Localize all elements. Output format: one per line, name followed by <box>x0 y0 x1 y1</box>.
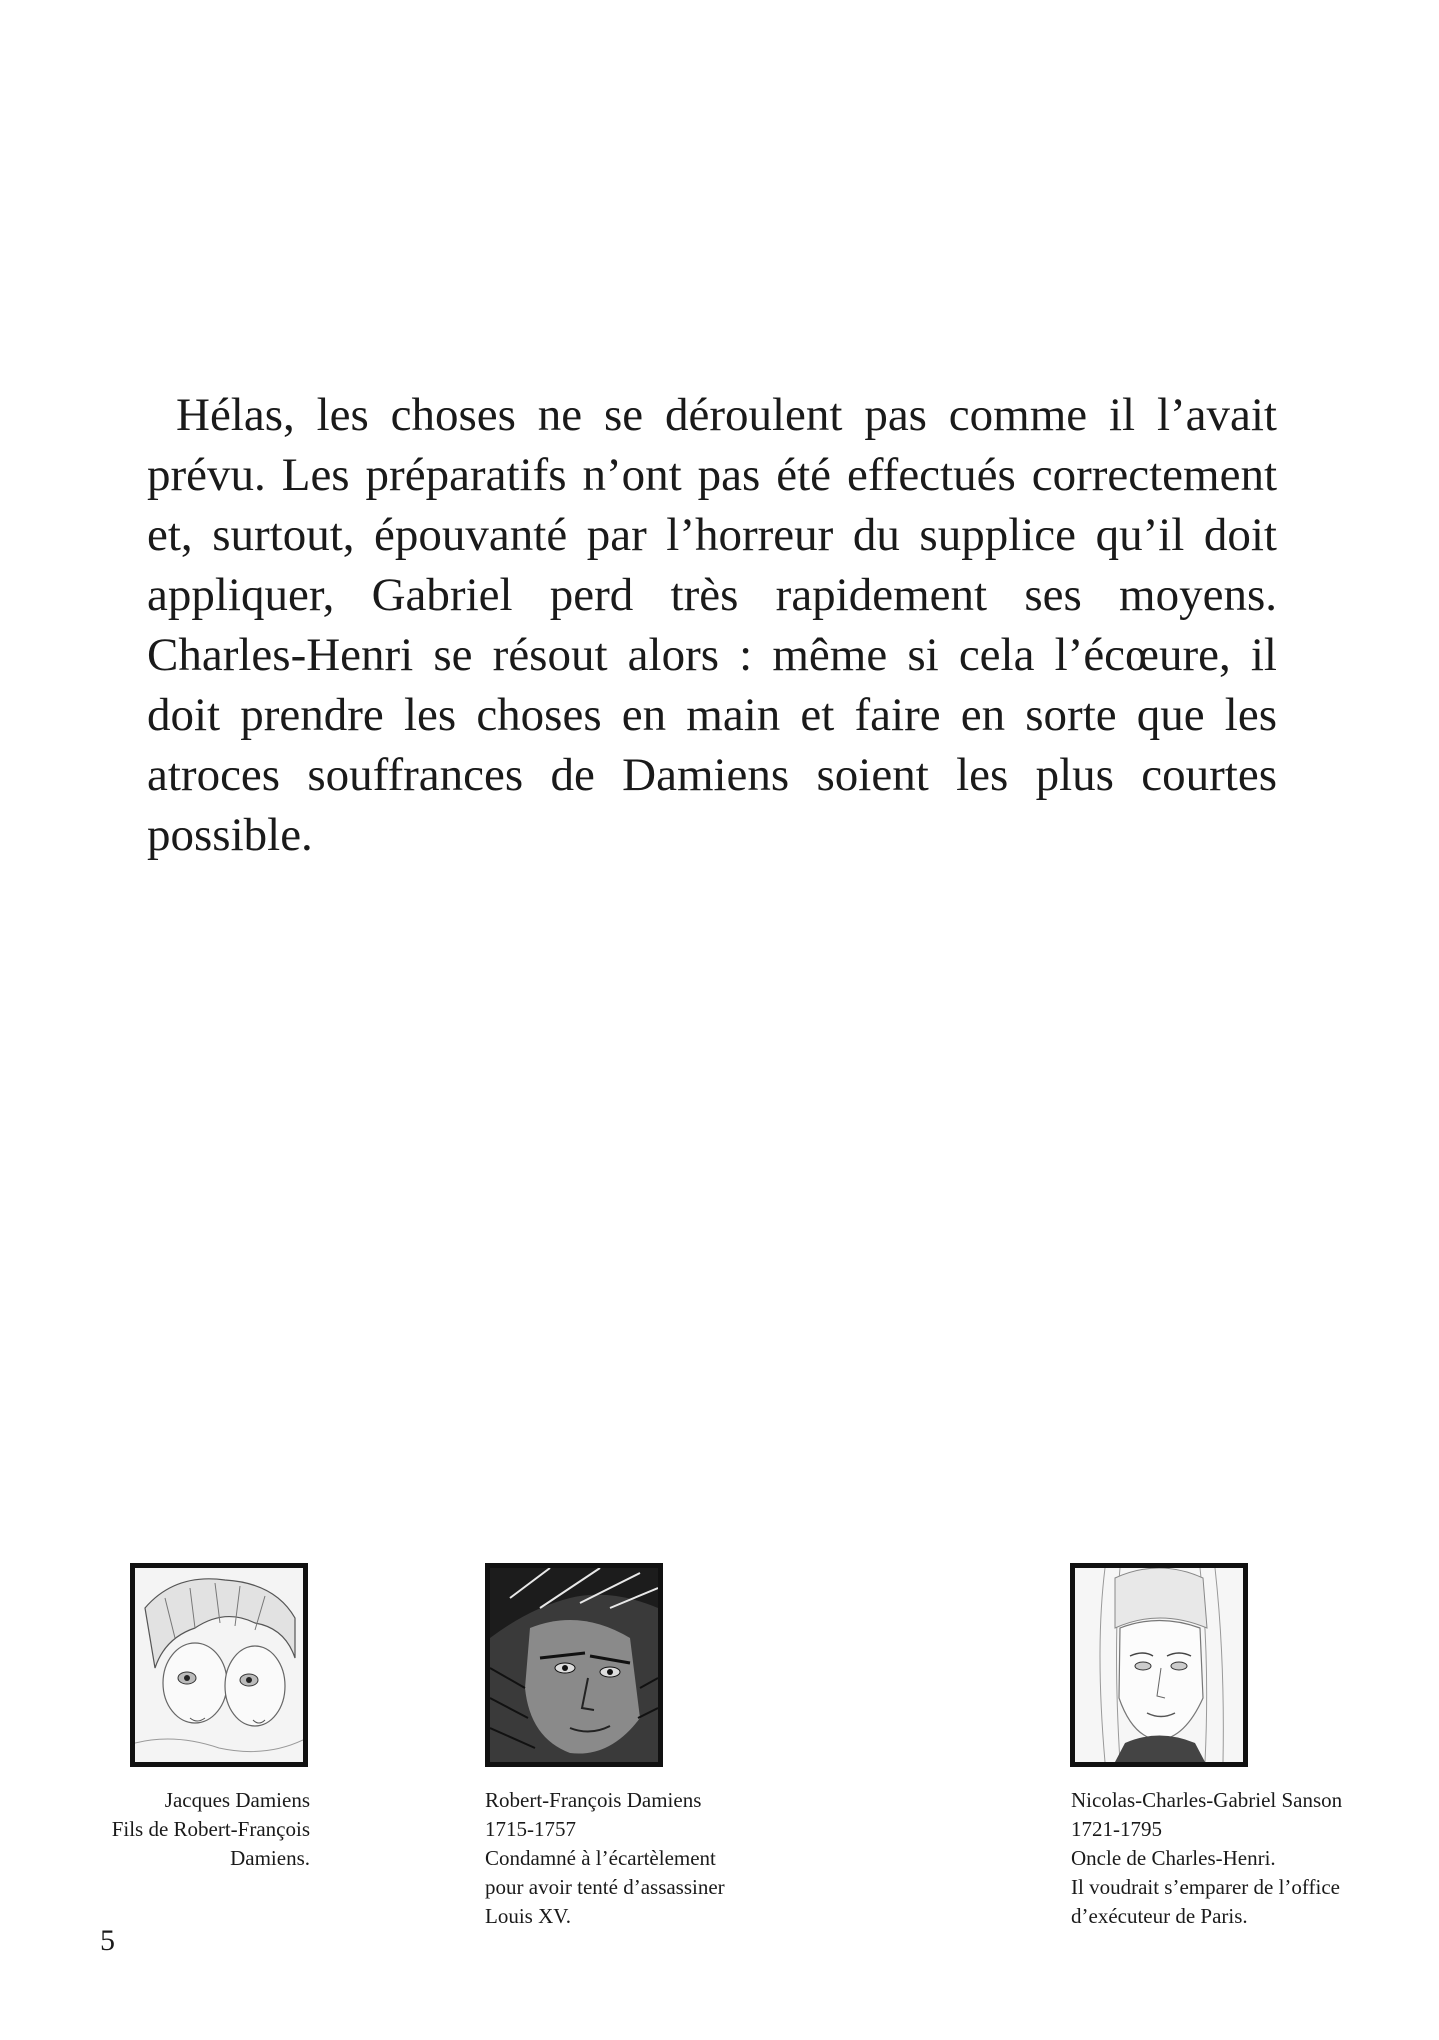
caption-line: Condamné à l’écartèlement <box>485 1846 716 1870</box>
caption-line: Il voudrait s’emparer de l’office <box>1071 1875 1340 1899</box>
caption-jacques-damiens <box>60 1786 310 1873</box>
portrait-image <box>135 1568 303 1762</box>
nicolas-charles-gabriel-sanson-portrait <box>1070 1563 1248 1767</box>
caption-robert-francois-damiens <box>485 1786 785 1931</box>
caption-line: Oncle de Charles-Henri. <box>1071 1846 1276 1870</box>
caption-line: Robert-François Damiens <box>485 1788 702 1812</box>
caption-line: Fils de Robert-François <box>111 1817 310 1841</box>
caption-line: 1721-1795 <box>1071 1817 1162 1841</box>
caption-line: Damiens. <box>230 1846 310 1870</box>
caption-line: 1715-1757 <box>485 1817 576 1841</box>
main-paragraph: Hélas, les choses ne se déroulent pas comme il l’avait prévu. Les préparatifs n’ont pas été effectués correctement et, surtout, épouvanté par l’horreur du supplice qu’il doit appliquer, Gabriel perd très rapidement ses moyens. Charles-Henri se résout alors : même si cela l’écœure, il doit prendre les choses en main et faire en sorte que les atroces souffrances de Damiens soient les plus courtes possible. <box>147 389 1277 861</box>
robert-francois-damiens-portrait <box>485 1563 663 1767</box>
portrait-image <box>1075 1568 1243 1762</box>
portrait-image <box>490 1568 658 1762</box>
caption-line: Louis XV. <box>485 1904 571 1928</box>
caption-line: Jacques Damiens <box>164 1788 310 1812</box>
caption-nicolas-charles-gabriel-sanson <box>1071 1786 1401 1931</box>
caption-line: pour avoir tenté d’assassiner <box>485 1875 725 1899</box>
caption-line: Nicolas-Charles-Gabriel Sanson <box>1071 1788 1343 1812</box>
jacques-damiens-portrait <box>130 1563 308 1767</box>
main-text-block <box>147 385 1277 865</box>
page-number: 5 <box>100 1924 115 1957</box>
caption-line: d’exécuteur de Paris. <box>1071 1904 1248 1928</box>
